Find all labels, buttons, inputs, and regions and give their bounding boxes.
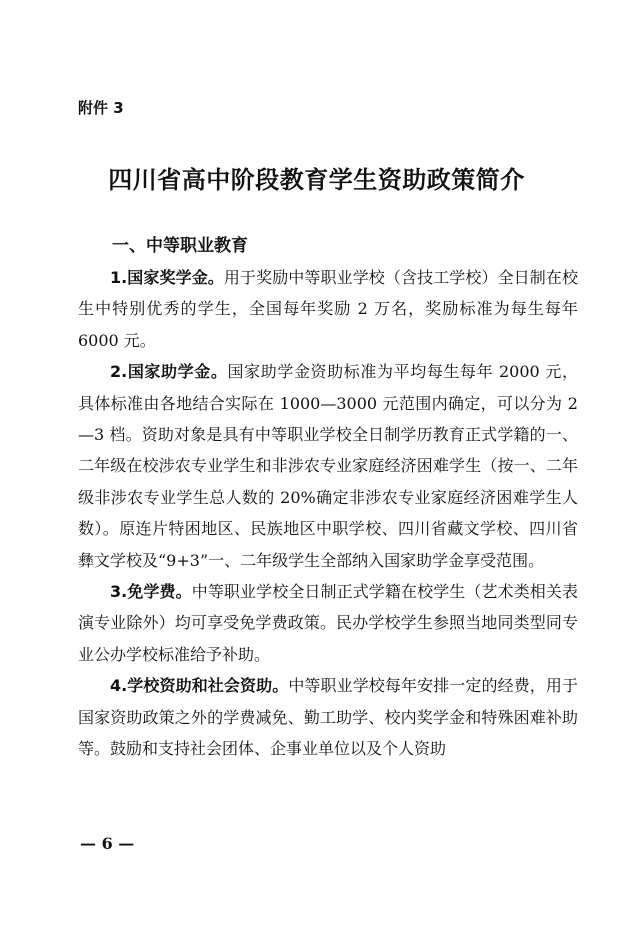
paragraph-text: 用于奖励中等职业学校（含技工学校）全日制在校生中特别优秀的学生，全国每年奖励 2 万名，奖励标准为每生每年 6000 元。 <box>78 268 578 350</box>
paragraph-text: 中等职业学校全日制正式学籍在校学生（艺术类相关表演专业除外）均可享受免学费政策。民办学校学生参照当地同类型同专业公办学校标准给予补助。 <box>78 582 578 664</box>
document-title: 四川省高中阶段教育学生资助政策简介 <box>108 165 525 194</box>
paragraph-national-scholarship <box>78 262 578 356</box>
paragraph-tuition-waiver <box>78 576 578 670</box>
paragraph-lead: 4.学校资助和社会资助。 <box>110 676 289 696</box>
body-text <box>78 262 578 765</box>
paragraph-lead: 2.国家助学金。 <box>110 362 228 382</box>
page-number: — 6 — <box>80 834 135 853</box>
section-heading: 一、中等职业教育 <box>112 236 248 256</box>
paragraph-lead: 1.国家奖学金。 <box>110 268 224 287</box>
paragraph-national-grant <box>78 356 578 576</box>
paragraph-lead: 3.免学费。 <box>110 582 192 602</box>
attachment-label: 附件 3 <box>78 99 124 117</box>
paragraph-text: 中等职业学校每年安排一定的经费，用于国家资助政策之外的学费减免、勤工助学、校内奖学金和特殊困难补助等。鼓励和支持社会团体、企事业单位以及个人资助 <box>78 676 578 759</box>
paragraph-text: 国家助学金资助标准为平均每生每年 2000 元，具体标准由各地结合实际在 1000—3000 元范围内确定，可以分为 2—3 档。资助对象是具有中等职业学校全日制学历教育正式学籍的一、二年级在校涉农专业学生和非涉农专业家庭经济困难学生（按一、二年级非涉农专业学生总人数的 20%确定非涉农专业家庭经济困难学生人数）。原连片特困地区、民族地区中职学校、四川省藏文学校、四川省彝文学校及“9+3”一、二年级学生全部纳入国家助学金享受范围。 <box>78 362 578 570</box>
paragraph-school-social-aid <box>78 670 578 764</box>
